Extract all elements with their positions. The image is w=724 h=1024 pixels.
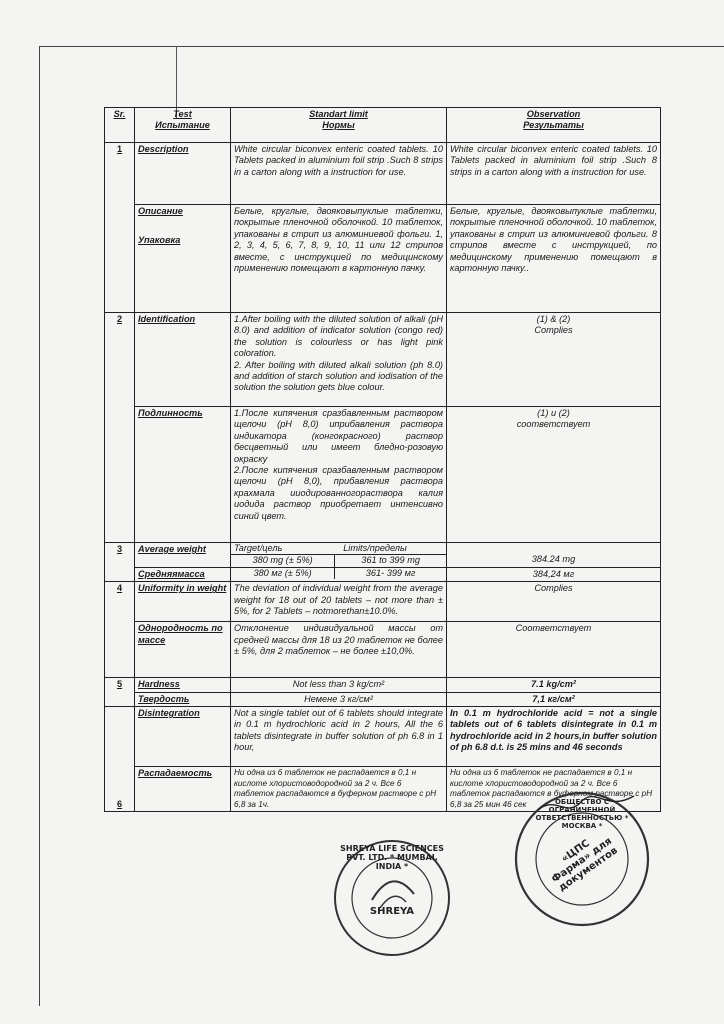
row-number: 4 xyxy=(105,582,135,678)
observation-text: Белые, круглые, двояковыпуклые таблетки, покрытые пленочной оболочкой. 10 таблеток, упакованы в стрип из алюминиевой фольги. 8 стрипов вместе с инструкцией, по медицинскому применению помещают в картонную пачку.. xyxy=(447,205,661,313)
target-label: Target/цель xyxy=(234,543,283,553)
limits-value: 361 to 399 mg xyxy=(361,555,420,566)
standard-text: Not less than 3 kg/cm² xyxy=(231,678,447,692)
row-label: Средняямасса xyxy=(135,567,231,581)
table-row xyxy=(105,707,661,767)
row-label: Hardness xyxy=(135,678,231,692)
observation-text: (1) & (2) Complies xyxy=(447,313,661,407)
standard-text: White circular biconvex enteric coated tablets. 10 Tablets packed in aluminium foil strip .Such 8 strips in a carton along with a instruction for use. xyxy=(231,143,447,205)
row-label: Описание Упаковка xyxy=(135,205,231,313)
row-label: Распадаемость xyxy=(135,767,231,812)
header-standard: Standart limit Нормы xyxy=(231,108,447,143)
header-sr: Sr. xyxy=(105,108,135,143)
table-row xyxy=(105,313,661,407)
row-label: Disintegration xyxy=(135,707,231,767)
row-number: 3 xyxy=(105,543,135,582)
standard-text: Отклонение индивидуальной массы от средней массы для 18 из 20 таблеток не более ± 5%, для 2 таблеток – не более ±10,0%. xyxy=(231,622,447,678)
observation-text: In 0.1 m hydrochloride acid = not a single tablets out of 6 tablets disintegrate in 0.1 m hydrochloride acid in 2 hours,in buffer solution of ph 6.8 d.t. is 25 mins and 46 seconds xyxy=(447,707,661,767)
observation-text: (1) и (2) соответствует xyxy=(447,407,661,543)
company-stamp-shreya xyxy=(332,838,452,958)
test-results-table xyxy=(104,107,661,812)
row-label: Твердость xyxy=(135,692,231,706)
row-label: Identification xyxy=(135,313,231,407)
header-observation: Observation Результаты xyxy=(447,108,661,143)
stamp-ring-text: ОБЩЕСТВО С ОГРАНИЧЕННОЙ ОТВЕТСТВЕННОСТЬЮ * МОСКВА * xyxy=(535,798,629,830)
observation-text: Complies xyxy=(447,582,661,622)
target-value: 380 мг (± 5%) xyxy=(231,568,335,579)
table-row xyxy=(105,678,661,692)
row-label: Однородность по массе xyxy=(135,622,231,678)
table-header-row xyxy=(105,108,661,143)
table-row xyxy=(105,582,661,622)
row-number: 2 xyxy=(105,313,135,543)
standard-text xyxy=(231,567,447,581)
signature-scribble xyxy=(536,790,636,820)
standard-text: Ни одна из 6 таблеток не распадается в 0,1 н кислоте хлористоводородной за 2 ч. Все 6 таблеток распадаются в буферном растворе с pH 6,8 за 1ч. xyxy=(231,767,447,812)
standard-text xyxy=(231,543,447,568)
standard-text: 1.After boiling with the diluted solution of alkali (pH 8.0) and addition of indicator solution (congo red) the solution is colourless or has light pink coloration. 2. After boiling with diluted alkali solution (ph 8.0) and addition of starch solution and iodisation of the solution the solution gets blue colour. xyxy=(231,313,447,407)
stamp-center-text: «ЦПС Фарма» для документов xyxy=(549,835,620,894)
standard-text: Not a single tablet out of 6 tablets should integrate in 0.1 m hydrochloric acid in 2 hours, All the 6 tablets disintegrate in buffer solution of ph 6.8 in 1 hour, xyxy=(231,707,447,767)
table-row xyxy=(105,622,661,678)
table-row xyxy=(105,692,661,706)
scan-frame-top xyxy=(39,46,724,47)
standard-text: The deviation of individual weight from the average weight for 18 out of 20 tablets – not more than ± 5%, for 2 Tablets – notmorethan±10.0%. xyxy=(231,582,447,622)
observation-text: Ни одна из 6 таблеток не распадается в 0,1 н кислоте хлористоводородной за 2 ч. Все 6 таблеток распадаются в буферном растворе с pH 6,8 за 25 мин 46 сек xyxy=(447,767,661,812)
stamp-ring-text: SHREYA LIFE SCIENCES PVT. LTD. * MUMBAI, INDIA * xyxy=(340,844,444,871)
observation-text: 7.1 kg/cm² xyxy=(447,678,661,692)
observation-text: 384.24 mg xyxy=(447,543,661,568)
target-value: 380 mg (± 5%) xyxy=(231,555,335,566)
standard-text: Белые, круглые, двояковыпуклые таблетки, покрытые пленочной оболочкой. 10 таблеток, упакованы в стрип из алюминиевой фольги. 1, 2, 3, 4, 5, 6, 7, 8, 9, 10, 11 или 12 стрипов вместе, с инструкцией по медицинскому применению помещают в картонную пачку. xyxy=(231,205,447,313)
observation-text: White circular biconvex enteric coated tablets. 10 Tablets packed in aluminium foil strip .Such 8 strips in a carton along with a instruction for use. xyxy=(447,143,661,205)
table-row xyxy=(105,205,661,313)
limits-label: Limits/пределы xyxy=(343,543,407,553)
row-number: 1 xyxy=(105,143,135,313)
header-test: Test Испытание xyxy=(135,108,231,143)
scan-frame-left xyxy=(39,46,40,1006)
observation-text: Соответствует xyxy=(447,622,661,678)
row-label: Average weight xyxy=(135,543,231,568)
observation-text: 7,1 кг/см² xyxy=(447,692,661,706)
row-number: 6 xyxy=(105,707,135,812)
table-row xyxy=(105,407,661,543)
standard-text: Немене 3 кг/см² xyxy=(231,692,447,706)
row-label: Description xyxy=(135,143,231,205)
table-row xyxy=(105,543,661,568)
row-number: 5 xyxy=(105,678,135,707)
limits-value: 361- 399 мг xyxy=(365,567,416,578)
row-label: Подлинность xyxy=(135,407,231,543)
standard-text: 1.После кипячения сразбавленным раствором щелочи (pH 8,0) иприбавления раствора индикатора (конгокрасного) раствор бесцветный или имеет бледно-розовую окраску 2.После кипячения сразбавленным раствором щелочи (pH 8,0), прибавления раствора крахмала ииодированногораствора калия иодида раствор приобретает интенсивно синий цвет. xyxy=(231,407,447,543)
observation-text: 384,24 мг xyxy=(447,567,661,581)
table-row xyxy=(105,143,661,205)
row-label: Uniformity in weight xyxy=(135,582,231,622)
stamp-center-text: SHREYA xyxy=(369,906,415,917)
table-row xyxy=(105,567,661,581)
